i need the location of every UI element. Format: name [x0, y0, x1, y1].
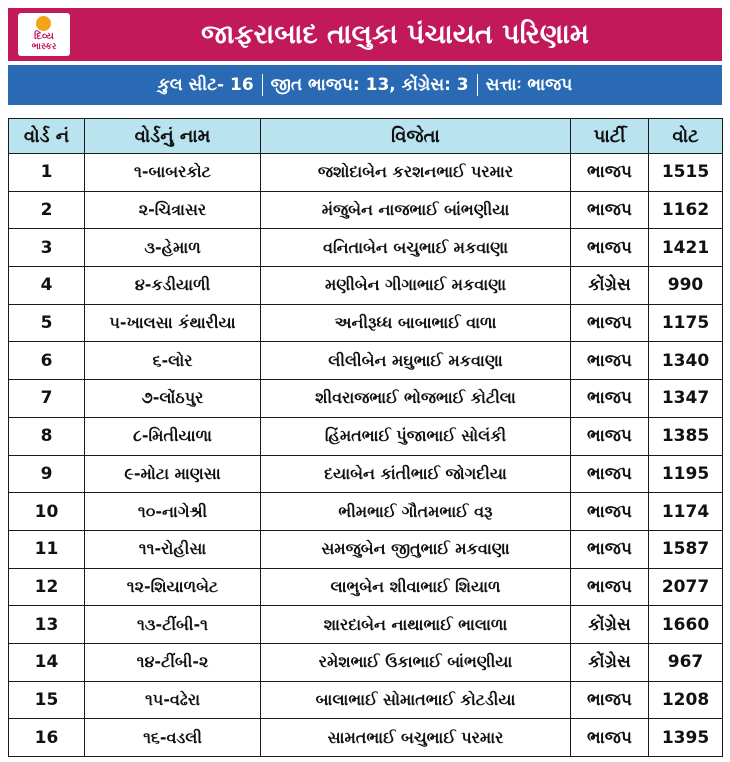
col-header-ward-name: વોર્ડનું નામ: [85, 119, 261, 154]
party: ભાજપ: [571, 229, 649, 267]
winner-name: સમજુબેન જીતુભાઈ મકવાણા: [261, 530, 571, 568]
logo-text-line2: ભાસ્કર: [31, 42, 57, 52]
ward-name: ૧૦-નાગેશ્રી: [85, 493, 261, 531]
ward-number: 5: [9, 304, 85, 342]
table-row: [9, 606, 723, 644]
party: ભાજપ: [571, 493, 649, 531]
ward-name: ૧૨-શિયાળબેટ: [85, 568, 261, 606]
winner-name: ભીમભાઈ ગૌતમભાઈ વરૂ: [261, 493, 571, 531]
winner-name: મંજુબેન નાજભાઈ બાંભણીયા: [261, 191, 571, 229]
party: કોંગ્રેસ: [571, 606, 649, 644]
ward-number: 8: [9, 417, 85, 455]
ward-number: 11: [9, 530, 85, 568]
ward-name: ૧૧-રોહીસા: [85, 530, 261, 568]
party: ભાજપ: [571, 342, 649, 380]
ward-name: ૧૫-વઢેરા: [85, 681, 261, 719]
table-row: [9, 304, 723, 342]
party: કોંગ્રેસ: [571, 267, 649, 305]
ward-name: ૬-લોર: [85, 342, 261, 380]
divider: [262, 74, 263, 96]
winner-name: જશોદાબેન કરશનભાઈ પરમાર: [261, 154, 571, 192]
title-banner: [8, 8, 722, 61]
party: ભાજપ: [571, 530, 649, 568]
logo-text-line1: દિવ્ય: [34, 31, 54, 42]
party: ભાજપ: [571, 304, 649, 342]
ward-number: 15: [9, 681, 85, 719]
ward-number: 13: [9, 606, 85, 644]
ward-name: ૭-લોંઠપુર: [85, 380, 261, 418]
ward-number: 16: [9, 719, 85, 757]
table-row: [9, 568, 723, 606]
winner-name: હિંમતભાઈ પુંજાભાઈ સોલંકી: [261, 417, 571, 455]
winner-name: રમેશભાઈ ઉકાભાઈ બાંભણીયા: [261, 643, 571, 681]
party: કોંગ્રેસ: [571, 643, 649, 681]
table-header-row: [9, 119, 723, 154]
ward-number: 6: [9, 342, 85, 380]
ward-number: 9: [9, 455, 85, 493]
winner-name: દયાબેન કાંતીભાઈ જોગદીયા: [261, 455, 571, 493]
ward-name: ૧૪-ટીંબી-૨: [85, 643, 261, 681]
ruling-party: સત્તાઃ ભાજપ: [485, 75, 573, 95]
votes: 1340: [649, 342, 723, 380]
winner-name: શીવરાજભાઈ ભોજભાઈ કોટીલા: [261, 380, 571, 418]
ward-name: ૩-હેમાળ: [85, 229, 261, 267]
votes: 1195: [649, 455, 723, 493]
results-table: [8, 118, 723, 757]
table-row: [9, 417, 723, 455]
ward-name: ૨-ચિત્રાસર: [85, 191, 261, 229]
ward-name: ૫-ખાલસા કંથારીયા: [85, 304, 261, 342]
ward-number: 12: [9, 568, 85, 606]
winner-name: લાભુબેન શીવાભાઈ શિયાળ: [261, 568, 571, 606]
votes: 1208: [649, 681, 723, 719]
winner-name: મણીબેન ગીગાભાઈ મકવાણા: [261, 267, 571, 305]
total-seats: કુલ સીટ- 16: [157, 75, 254, 95]
ward-number: 3: [9, 229, 85, 267]
party: ભાજપ: [571, 568, 649, 606]
ward-number: 4: [9, 267, 85, 305]
votes: 1347: [649, 380, 723, 418]
table-row: [9, 380, 723, 418]
divya-bhaskar-logo: [18, 13, 70, 56]
party: ભાજપ: [571, 417, 649, 455]
table-row: [9, 681, 723, 719]
table-row: [9, 719, 723, 757]
ward-name: ૮-મિતીયાળા: [85, 417, 261, 455]
votes: 1421: [649, 229, 723, 267]
votes: 1587: [649, 530, 723, 568]
ward-number: 14: [9, 643, 85, 681]
sun-icon: [36, 16, 51, 31]
ward-name: ૧૬-વડલી: [85, 719, 261, 757]
votes: 1395: [649, 719, 723, 757]
votes: 1175: [649, 304, 723, 342]
party: ભાજપ: [571, 380, 649, 418]
votes: 1515: [649, 154, 723, 192]
col-header-party: પાર્ટી: [571, 119, 649, 154]
party: ભાજપ: [571, 719, 649, 757]
winner-name: બાલાભાઈ સોમાતભાઈ કોટડીયા: [261, 681, 571, 719]
winner-name: વનિતાબેન બચુભાઈ મકવાણા: [261, 229, 571, 267]
table-row: [9, 154, 723, 192]
votes: 1162: [649, 191, 723, 229]
votes: 990: [649, 267, 723, 305]
col-header-ward-no: વોર્ડ નં: [9, 119, 85, 154]
ward-name: ૪-કડીયાળી: [85, 267, 261, 305]
party: ભાજપ: [571, 154, 649, 192]
table-row: [9, 493, 723, 531]
table-row: [9, 267, 723, 305]
party: ભાજપ: [571, 191, 649, 229]
votes: 1660: [649, 606, 723, 644]
divider: [477, 74, 478, 96]
winner-name: સામતભાઈ બચુભાઈ પરમાર: [261, 719, 571, 757]
table-row: [9, 191, 723, 229]
votes: 967: [649, 643, 723, 681]
ward-number: 7: [9, 380, 85, 418]
table-row: [9, 530, 723, 568]
ward-name: ૯-મોટા માણસા: [85, 455, 261, 493]
party-wins: જીત ભાજપ: 13, કોંગ્રેસ: 3: [270, 75, 469, 95]
winner-name: શારદાબેન નાથાભાઈ ભાલાળા: [261, 606, 571, 644]
winner-name: અનીરૂધ્ધ બાબાભાઈ વાળા: [261, 304, 571, 342]
ward-number: 10: [9, 493, 85, 531]
ward-name: ૧-બાબરકોટ: [85, 154, 261, 192]
party: ભાજપ: [571, 455, 649, 493]
page-title: જાફરાબાદ તાલુકા પંચાયત પરિણામ: [201, 19, 589, 50]
table-row: [9, 342, 723, 380]
winner-name: લીલીબેન મઘુભાઈ મકવાણા: [261, 342, 571, 380]
col-header-votes: વોટ: [649, 119, 723, 154]
col-header-winner: વિજેતા: [261, 119, 571, 154]
table-row: [9, 643, 723, 681]
party: ભાજપ: [571, 681, 649, 719]
votes: 1385: [649, 417, 723, 455]
table-row: [9, 229, 723, 267]
votes: 1174: [649, 493, 723, 531]
ward-number: 2: [9, 191, 85, 229]
table-row: [9, 455, 723, 493]
ward-number: 1: [9, 154, 85, 192]
summary-bar: [8, 65, 722, 105]
votes: 2077: [649, 568, 723, 606]
ward-name: ૧૩-ટીંબી-૧: [85, 606, 261, 644]
